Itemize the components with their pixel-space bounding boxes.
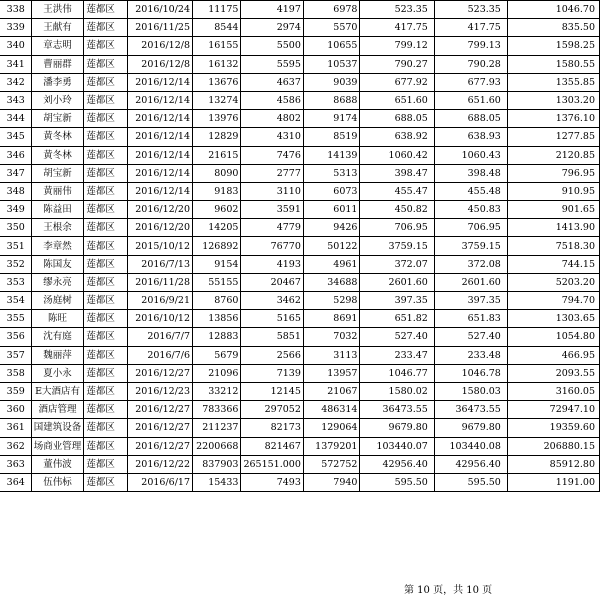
cell-date: 2016/12/27 <box>127 437 192 455</box>
cell-amount-c: 5313 <box>303 164 360 182</box>
cell-total: 796.95 <box>507 164 599 182</box>
cell-total: 466.95 <box>507 346 599 364</box>
cell-district: 莲都区 <box>84 37 127 55</box>
cell-amount-d: 1580.02 <box>360 382 434 400</box>
cell-amount-b: 3462 <box>241 292 303 310</box>
cell-amount-b: 76770 <box>241 237 303 255</box>
cell-amount-e: 706.95 <box>434 219 507 237</box>
cell-amount-d: 417.75 <box>360 19 434 37</box>
cell-row-number: 348 <box>0 182 31 200</box>
table-row <box>0 328 600 346</box>
cell-amount-c: 9174 <box>303 110 360 128</box>
cell-amount-c: 10537 <box>303 55 360 73</box>
cell-date: 2016/12/27 <box>127 364 192 382</box>
cell-date: 2016/12/20 <box>127 219 192 237</box>
cell-amount-e: 455.48 <box>434 182 507 200</box>
cell-amount-c: 21067 <box>303 382 360 400</box>
cell-row-number: 364 <box>0 473 31 491</box>
cell-amount-d: 9679.80 <box>360 419 434 437</box>
cell-name: 曹丽群 <box>31 55 84 73</box>
cell-name: 黄丽伟 <box>31 182 84 200</box>
cell-amount-c: 4961 <box>303 255 360 273</box>
cell-row-number: 361 <box>0 419 31 437</box>
cell-amount-c: 1379201 <box>303 437 360 455</box>
cell-total: 1277.85 <box>507 128 599 146</box>
cell-row-number: 355 <box>0 310 31 328</box>
cell-district: 莲都区 <box>84 182 127 200</box>
cell-amount-d: 790.27 <box>360 55 434 73</box>
cell-date: 2016/12/14 <box>127 182 192 200</box>
cell-name: 场商业管理 <box>31 437 84 455</box>
cell-district: 莲都区 <box>84 473 127 491</box>
cell-amount-b: 4586 <box>241 91 303 109</box>
cell-amount-e: 799.13 <box>434 37 507 55</box>
table-row <box>0 237 600 255</box>
table-row <box>0 437 600 455</box>
cell-district: 莲都区 <box>84 128 127 146</box>
cell-amount-b: 7476 <box>241 146 303 164</box>
cell-amount-a: 14205 <box>193 219 241 237</box>
cell-amount-e: 372.08 <box>434 255 507 273</box>
cell-date: 2016/12/27 <box>127 401 192 419</box>
cell-amount-d: 688.05 <box>360 110 434 128</box>
cell-row-number: 351 <box>0 237 31 255</box>
cell-name: 陈国友 <box>31 255 84 273</box>
cell-district: 莲都区 <box>84 19 127 37</box>
cell-date: 2016/12/14 <box>127 164 192 182</box>
cell-date: 2016/12/14 <box>127 91 192 109</box>
cell-name: E大酒店有 <box>31 382 84 400</box>
cell-date: 2016/6/17 <box>127 473 192 491</box>
cell-amount-c: 10655 <box>303 37 360 55</box>
cell-amount-b: 821467 <box>241 437 303 455</box>
cell-district: 莲都区 <box>84 201 127 219</box>
cell-district: 莲都区 <box>84 110 127 128</box>
cell-amount-d: 397.35 <box>360 292 434 310</box>
cell-amount-a: 9183 <box>193 182 241 200</box>
cell-amount-b: 4637 <box>241 73 303 91</box>
cell-total: 1054.80 <box>507 328 599 346</box>
cell-total: 794.70 <box>507 292 599 310</box>
table-row <box>0 382 600 400</box>
cell-amount-c: 486314 <box>303 401 360 419</box>
cell-name: 胡宝新 <box>31 164 84 182</box>
cell-row-number: 357 <box>0 346 31 364</box>
cell-district: 莲都区 <box>84 91 127 109</box>
cell-amount-b: 5595 <box>241 55 303 73</box>
cell-total: 1191.00 <box>507 473 599 491</box>
cell-total: 85912.80 <box>507 455 599 473</box>
cell-amount-a: 16155 <box>193 37 241 55</box>
cell-name: 缪永亮 <box>31 273 84 291</box>
cell-amount-d: 455.47 <box>360 182 434 200</box>
cell-amount-e: 103440.08 <box>434 437 507 455</box>
cell-amount-a: 13274 <box>193 91 241 109</box>
cell-total: 7518.30 <box>507 237 599 255</box>
cell-date: 2016/10/12 <box>127 310 192 328</box>
cell-amount-a: 15433 <box>193 473 241 491</box>
cell-total: 1376.10 <box>507 110 599 128</box>
table-row <box>0 473 600 491</box>
cell-district: 莲都区 <box>84 292 127 310</box>
cell-amount-e: 651.83 <box>434 310 507 328</box>
cell-total: 744.15 <box>507 255 599 273</box>
cell-name: 伍伟标 <box>31 473 84 491</box>
cell-total: 5203.20 <box>507 273 599 291</box>
cell-row-number: 344 <box>0 110 31 128</box>
cell-amount-b: 5500 <box>241 37 303 55</box>
cell-amount-a: 55155 <box>193 273 241 291</box>
cell-amount-c: 7032 <box>303 328 360 346</box>
cell-amount-d: 36473.55 <box>360 401 434 419</box>
cell-total: 1355.85 <box>507 73 599 91</box>
cell-amount-b: 4193 <box>241 255 303 273</box>
cell-name: 黄冬林 <box>31 146 84 164</box>
cell-date: 2016/7/6 <box>127 346 192 364</box>
cell-total: 1598.25 <box>507 37 599 55</box>
cell-amount-e: 398.48 <box>434 164 507 182</box>
cell-date: 2016/7/13 <box>127 255 192 273</box>
cell-amount-e: 790.28 <box>434 55 507 73</box>
cell-row-number: 347 <box>0 164 31 182</box>
cell-total: 206880.15 <box>507 437 599 455</box>
cell-amount-e: 233.48 <box>434 346 507 364</box>
cell-amount-e: 677.93 <box>434 73 507 91</box>
cell-amount-d: 372.07 <box>360 255 434 273</box>
cell-amount-c: 50122 <box>303 237 360 255</box>
cell-name: 刘小玲 <box>31 91 84 109</box>
cell-amount-d: 651.82 <box>360 310 434 328</box>
cell-amount-d: 677.92 <box>360 73 434 91</box>
cell-amount-c: 8691 <box>303 310 360 328</box>
cell-name: 黄冬林 <box>31 128 84 146</box>
cell-date: 2016/12/8 <box>127 37 192 55</box>
cell-amount-a: 837903 <box>193 455 241 473</box>
cell-district: 莲都区 <box>84 1 127 19</box>
cell-amount-d: 595.50 <box>360 473 434 491</box>
cell-amount-e: 450.83 <box>434 201 507 219</box>
cell-district: 莲都区 <box>84 73 127 91</box>
cell-row-number: 362 <box>0 437 31 455</box>
cell-name: 王献有 <box>31 19 84 37</box>
table-row <box>0 219 600 237</box>
table-row <box>0 19 600 37</box>
cell-district: 莲都区 <box>84 346 127 364</box>
cell-name: 李章然 <box>31 237 84 255</box>
cell-district: 莲都区 <box>84 55 127 73</box>
cell-name: 国建筑设备 <box>31 419 84 437</box>
cell-district: 莲都区 <box>84 455 127 473</box>
table-body <box>0 1 600 492</box>
cell-district: 莲都区 <box>84 419 127 437</box>
cell-amount-d: 450.82 <box>360 201 434 219</box>
cell-amount-a: 11175 <box>193 1 241 19</box>
cell-amount-a: 21096 <box>193 364 241 382</box>
cell-date: 2016/12/23 <box>127 382 192 400</box>
cell-amount-c: 3113 <box>303 346 360 364</box>
cell-amount-b: 7493 <box>241 473 303 491</box>
cell-amount-d: 527.40 <box>360 328 434 346</box>
cell-date: 2016/12/20 <box>127 201 192 219</box>
table-row <box>0 110 600 128</box>
cell-amount-c: 9039 <box>303 73 360 91</box>
cell-row-number: 350 <box>0 219 31 237</box>
cell-name: 陈益田 <box>31 201 84 219</box>
cell-amount-b: 3591 <box>241 201 303 219</box>
cell-amount-c: 13957 <box>303 364 360 382</box>
cell-amount-c: 129064 <box>303 419 360 437</box>
cell-amount-d: 651.60 <box>360 91 434 109</box>
cell-amount-a: 8090 <box>193 164 241 182</box>
cell-row-number: 363 <box>0 455 31 473</box>
cell-amount-d: 398.47 <box>360 164 434 182</box>
cell-date: 2016/10/24 <box>127 1 192 19</box>
cell-district: 莲都区 <box>84 273 127 291</box>
cell-amount-a: 5679 <box>193 346 241 364</box>
cell-amount-b: 297052 <box>241 401 303 419</box>
cell-total: 19359.60 <box>507 419 599 437</box>
table-row <box>0 164 600 182</box>
cell-amount-c: 6011 <box>303 201 360 219</box>
cell-amount-e: 9679.80 <box>434 419 507 437</box>
cell-amount-a: 12829 <box>193 128 241 146</box>
cell-amount-a: 13856 <box>193 310 241 328</box>
cell-amount-c: 6073 <box>303 182 360 200</box>
cell-row-number: 346 <box>0 146 31 164</box>
cell-amount-d: 799.12 <box>360 37 434 55</box>
cell-district: 莲都区 <box>84 146 127 164</box>
cell-amount-e: 3759.15 <box>434 237 507 255</box>
cell-amount-c: 14139 <box>303 146 360 164</box>
table-row <box>0 91 600 109</box>
cell-row-number: 360 <box>0 401 31 419</box>
cell-total: 1413.90 <box>507 219 599 237</box>
table-row <box>0 419 600 437</box>
cell-amount-a: 783366 <box>193 401 241 419</box>
cell-district: 莲都区 <box>84 310 127 328</box>
cell-district: 莲都区 <box>84 437 127 455</box>
table-row <box>0 73 600 91</box>
cell-name: 胡宝新 <box>31 110 84 128</box>
cell-date: 2016/12/14 <box>127 128 192 146</box>
cell-amount-b: 5165 <box>241 310 303 328</box>
cell-district: 莲都区 <box>84 382 127 400</box>
cell-amount-d: 706.95 <box>360 219 434 237</box>
table-row <box>0 55 600 73</box>
table-row <box>0 401 600 419</box>
cell-row-number: 343 <box>0 91 31 109</box>
cell-total: 835.50 <box>507 19 599 37</box>
cell-total: 1303.65 <box>507 310 599 328</box>
cell-amount-d: 523.35 <box>360 1 434 19</box>
cell-total: 901.65 <box>507 201 599 219</box>
table-row <box>0 292 600 310</box>
cell-district: 莲都区 <box>84 219 127 237</box>
cell-date: 2016/12/27 <box>127 419 192 437</box>
cell-amount-c: 7940 <box>303 473 360 491</box>
cell-date: 2016/12/22 <box>127 455 192 473</box>
cell-row-number: 356 <box>0 328 31 346</box>
cell-amount-a: 16132 <box>193 55 241 73</box>
cell-amount-e: 688.05 <box>434 110 507 128</box>
table-row <box>0 201 600 219</box>
cell-amount-a: 211237 <box>193 419 241 437</box>
cell-amount-a: 8544 <box>193 19 241 37</box>
cell-district: 莲都区 <box>84 164 127 182</box>
cell-district: 莲都区 <box>84 255 127 273</box>
cell-row-number: 341 <box>0 55 31 73</box>
table-row <box>0 37 600 55</box>
cell-date: 2016/12/14 <box>127 110 192 128</box>
cell-name: 董伟波 <box>31 455 84 473</box>
cell-row-number: 359 <box>0 382 31 400</box>
cell-row-number: 342 <box>0 73 31 91</box>
cell-total: 1580.55 <box>507 55 599 73</box>
page-footer: 第 10 页，共 10 页 <box>404 585 493 596</box>
cell-amount-b: 4310 <box>241 128 303 146</box>
cell-amount-c: 8688 <box>303 91 360 109</box>
table-row <box>0 1 600 19</box>
cell-amount-c: 9426 <box>303 219 360 237</box>
cell-amount-a: 21615 <box>193 146 241 164</box>
cell-name: 陈旺 <box>31 310 84 328</box>
cell-district: 莲都区 <box>84 364 127 382</box>
cell-amount-b: 5851 <box>241 328 303 346</box>
cell-row-number: 354 <box>0 292 31 310</box>
table-row <box>0 364 600 382</box>
cell-row-number: 339 <box>0 19 31 37</box>
cell-amount-a: 13976 <box>193 110 241 128</box>
cell-amount-b: 2974 <box>241 19 303 37</box>
cell-amount-e: 651.60 <box>434 91 507 109</box>
cell-date: 2016/11/28 <box>127 273 192 291</box>
cell-total: 910.95 <box>507 182 599 200</box>
cell-amount-b: 12145 <box>241 382 303 400</box>
cell-amount-c: 34688 <box>303 273 360 291</box>
cell-amount-b: 265151.000 <box>241 455 303 473</box>
cell-name: 沈有庭 <box>31 328 84 346</box>
cell-name: 王洪伟 <box>31 1 84 19</box>
cell-district: 莲都区 <box>84 237 127 255</box>
cell-amount-e: 42956.40 <box>434 455 507 473</box>
cell-amount-e: 1580.03 <box>434 382 507 400</box>
cell-amount-c: 5570 <box>303 19 360 37</box>
table-row <box>0 146 600 164</box>
cell-name: 汤庭树 <box>31 292 84 310</box>
cell-row-number: 352 <box>0 255 31 273</box>
cell-name: 酒店管理 <box>31 401 84 419</box>
table-row <box>0 182 600 200</box>
cell-amount-a: 2200668 <box>193 437 241 455</box>
cell-amount-e: 523.35 <box>434 1 507 19</box>
cell-amount-a: 8760 <box>193 292 241 310</box>
cell-date: 2016/12/14 <box>127 73 192 91</box>
cell-amount-c: 572752 <box>303 455 360 473</box>
cell-name: 魏丽萍 <box>31 346 84 364</box>
table-row <box>0 273 600 291</box>
cell-date: 2016/12/14 <box>127 146 192 164</box>
cell-amount-b: 3110 <box>241 182 303 200</box>
cell-amount-c: 5298 <box>303 292 360 310</box>
cell-date: 2015/10/12 <box>127 237 192 255</box>
cell-amount-a: 9154 <box>193 255 241 273</box>
cell-amount-b: 2566 <box>241 346 303 364</box>
cell-amount-a: 13676 <box>193 73 241 91</box>
cell-district: 莲都区 <box>84 328 127 346</box>
cell-name: 章志明 <box>31 37 84 55</box>
cell-row-number: 338 <box>0 1 31 19</box>
cell-amount-a: 9602 <box>193 201 241 219</box>
cell-amount-d: 2601.60 <box>360 273 434 291</box>
cell-amount-e: 1046.78 <box>434 364 507 382</box>
cell-total: 3160.05 <box>507 382 599 400</box>
cell-amount-e: 2601.60 <box>434 273 507 291</box>
cell-date: 2016/7/7 <box>127 328 192 346</box>
cell-row-number: 353 <box>0 273 31 291</box>
cell-amount-d: 103440.07 <box>360 437 434 455</box>
cell-total: 2120.85 <box>507 146 599 164</box>
cell-total: 2093.55 <box>507 364 599 382</box>
table-row <box>0 346 600 364</box>
cell-row-number: 358 <box>0 364 31 382</box>
cell-amount-e: 638.93 <box>434 128 507 146</box>
cell-amount-e: 1060.43 <box>434 146 507 164</box>
cell-row-number: 345 <box>0 128 31 146</box>
cell-date: 2016/11/25 <box>127 19 192 37</box>
cell-amount-b: 82173 <box>241 419 303 437</box>
cell-amount-a: 126892 <box>193 237 241 255</box>
cell-amount-e: 36473.55 <box>434 401 507 419</box>
cell-amount-b: 2777 <box>241 164 303 182</box>
table-row <box>0 128 600 146</box>
cell-amount-e: 417.75 <box>434 19 507 37</box>
cell-name: 潘李勇 <box>31 73 84 91</box>
table-row <box>0 455 600 473</box>
cell-name: 夏小永 <box>31 364 84 382</box>
cell-amount-d: 1046.77 <box>360 364 434 382</box>
cell-total: 1046.70 <box>507 1 599 19</box>
cell-date: 2016/9/21 <box>127 292 192 310</box>
cell-date: 2016/12/8 <box>127 55 192 73</box>
cell-amount-b: 4197 <box>241 1 303 19</box>
cell-amount-b: 20467 <box>241 273 303 291</box>
cell-district: 莲都区 <box>84 401 127 419</box>
cell-amount-b: 4802 <box>241 110 303 128</box>
cell-amount-d: 638.92 <box>360 128 434 146</box>
cell-amount-c: 6978 <box>303 1 360 19</box>
cell-total: 72947.10 <box>507 401 599 419</box>
cell-amount-b: 4779 <box>241 219 303 237</box>
cell-name: 王根余 <box>31 219 84 237</box>
cell-amount-d: 233.47 <box>360 346 434 364</box>
cell-amount-d: 1060.42 <box>360 146 434 164</box>
cell-total: 1303.20 <box>507 91 599 109</box>
cell-amount-b: 7139 <box>241 364 303 382</box>
cell-amount-d: 42956.40 <box>360 455 434 473</box>
cell-amount-d: 3759.15 <box>360 237 434 255</box>
cell-amount-a: 33212 <box>193 382 241 400</box>
cell-amount-c: 8519 <box>303 128 360 146</box>
cell-amount-e: 397.35 <box>434 292 507 310</box>
table-row <box>0 255 600 273</box>
cell-amount-e: 527.40 <box>434 328 507 346</box>
cell-amount-a: 12883 <box>193 328 241 346</box>
table-row <box>0 310 600 328</box>
cell-amount-e: 595.50 <box>434 473 507 491</box>
cell-row-number: 340 <box>0 37 31 55</box>
cell-row-number: 349 <box>0 201 31 219</box>
